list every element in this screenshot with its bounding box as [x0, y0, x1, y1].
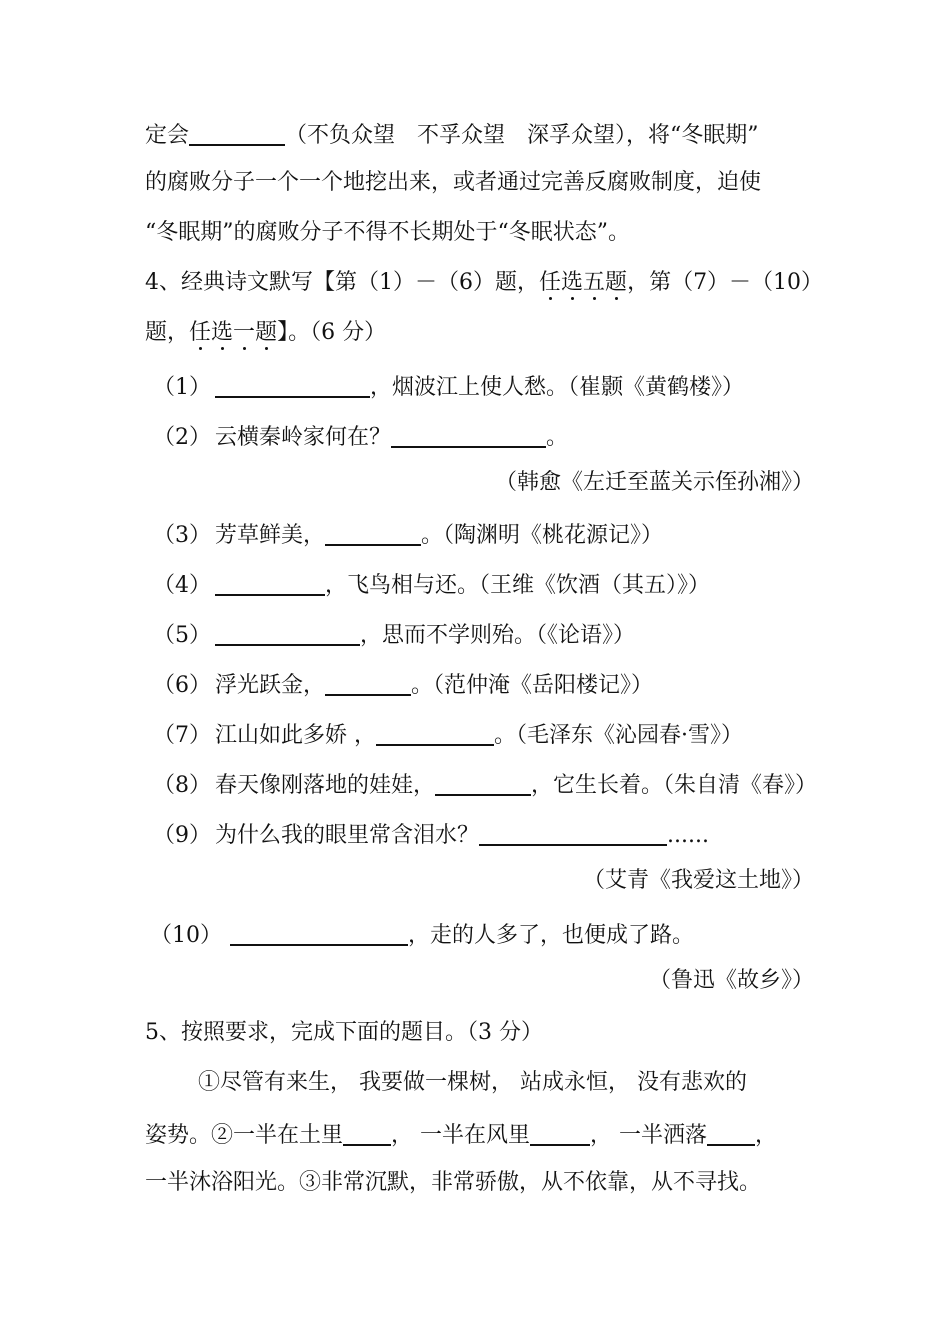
poem-item-9: [153, 818, 709, 851]
text: ，: [755, 1123, 778, 1148]
answer-blank[interactable]: [479, 818, 667, 846]
text: 4、经典诗文默写【第（1）－（6）题，: [145, 270, 539, 295]
poem-item-10: [150, 918, 694, 951]
text: ，烟波江上使人愁。（崔颢《黄鹤楼》）: [370, 375, 745, 400]
answer-blank[interactable]: [325, 518, 421, 546]
passage-line-2: 的腐败分子一个一个地挖出来，或者通过完善反腐败制度，迫使: [145, 170, 762, 195]
item-number: （2）: [153, 425, 211, 450]
question-5-line-3: 一半沐浴阳光。③非常沉默，非常骄傲，从不依靠，从不寻找。: [145, 1170, 762, 1195]
question-4-title: [145, 268, 823, 298]
text: 】。（6 分）: [277, 320, 387, 345]
emphasis-char: 选: [211, 320, 234, 345]
emphasis-char: 五: [583, 270, 606, 295]
emphasis-char: 题: [255, 320, 278, 345]
poem-item-4: [153, 568, 710, 601]
emphasis-char: 题: [605, 270, 628, 295]
answer-blank[interactable]: [325, 668, 411, 696]
item-number: （8）: [153, 773, 211, 798]
answer-blank[interactable]: [215, 618, 360, 646]
emphasis-char: 选: [561, 270, 584, 295]
text: 姿势。②一半在土里: [145, 1123, 344, 1148]
poem-item-7: [153, 718, 743, 751]
emphasis-char: 任: [539, 270, 562, 295]
answer-blank[interactable]: [343, 1118, 391, 1146]
item-number: （9）: [153, 823, 211, 848]
passage-line-3: “冬眠期”的腐败分子不得不长期处于“冬眠状态”。: [145, 220, 630, 245]
text: ......: [667, 823, 709, 848]
poem-item-2: [153, 420, 568, 453]
text: 。（毛泽东《沁园春·雪》）: [494, 723, 743, 748]
item-number: （1）: [153, 375, 211, 400]
poem-item-6: [153, 668, 653, 701]
item-number: （3）: [153, 523, 211, 548]
text: 题，: [145, 320, 190, 345]
poem-source-10: （鲁迅《故乡》）: [648, 968, 814, 993]
emphasis-char: 任: [189, 320, 212, 345]
text: 芳草鲜美，: [215, 523, 326, 548]
text: ， 一半洒落: [590, 1123, 708, 1148]
answer-blank[interactable]: [189, 118, 285, 146]
text: 浮光跃金，: [215, 673, 326, 698]
answer-blank[interactable]: [215, 370, 370, 398]
text: 。（陶渊明《桃花源记》）: [421, 523, 664, 548]
answer-blank[interactable]: [435, 768, 531, 796]
text: 江山如此多娇 ，: [215, 723, 376, 748]
poem-item-8: [153, 768, 817, 801]
text: ，走的人多了，也便成了路。: [408, 923, 695, 948]
item-number: （4）: [153, 573, 211, 598]
item-number: （5）: [153, 623, 211, 648]
passage-line-1: [145, 118, 759, 151]
answer-blank[interactable]: [707, 1118, 755, 1146]
text: 云横秦岭家何在？: [215, 425, 392, 450]
text: 为什么我的眼里常含泪水？: [215, 823, 480, 848]
answer-blank[interactable]: [391, 420, 546, 448]
answer-blank[interactable]: [230, 918, 408, 946]
question-4-title-cont: [145, 318, 386, 348]
poem-source-9: （艾青《我爱这土地》）: [582, 868, 814, 893]
poem-source-2: （韩愈《左迁至蓝关示侄孙湘》）: [494, 470, 814, 495]
text: ，飞鸟相与还。（王维《饮酒（其五）》）: [325, 573, 711, 598]
item-number: （10）: [150, 923, 222, 948]
poem-item-3: [153, 518, 663, 551]
poem-item-5: [153, 618, 635, 651]
emphasis-char: 一: [233, 320, 256, 345]
text: ， 一半在风里: [391, 1123, 531, 1148]
text: 定会: [145, 123, 190, 148]
answer-blank[interactable]: [530, 1118, 590, 1146]
text: ，思而不学则殆。（《论语》）: [360, 623, 636, 648]
poem-item-1: [153, 370, 744, 403]
answer-blank[interactable]: [376, 718, 494, 746]
question-5-line-2: [145, 1118, 777, 1151]
question-5-line-1: ①尽管有来生， 我要做一棵树， 站成永恒， 没有悲欢的: [198, 1070, 747, 1095]
text: ，第（7）－（10）: [627, 270, 824, 295]
item-number: （6）: [153, 673, 211, 698]
text: 。: [546, 425, 569, 450]
text: ，它生长着。（朱自清《春》）: [531, 773, 818, 798]
text: 春天像刚落地的娃娃，: [215, 773, 436, 798]
question-5-title: 5、按照要求，完成下面的题目。（3 分）: [145, 1020, 543, 1045]
answer-blank[interactable]: [215, 568, 325, 596]
item-number: （7）: [153, 723, 211, 748]
text: 。（范仲淹《岳阳楼记》）: [411, 673, 654, 698]
text: （不负众望 不孚众望 深孚众望），将“冬眠期”: [285, 123, 759, 148]
